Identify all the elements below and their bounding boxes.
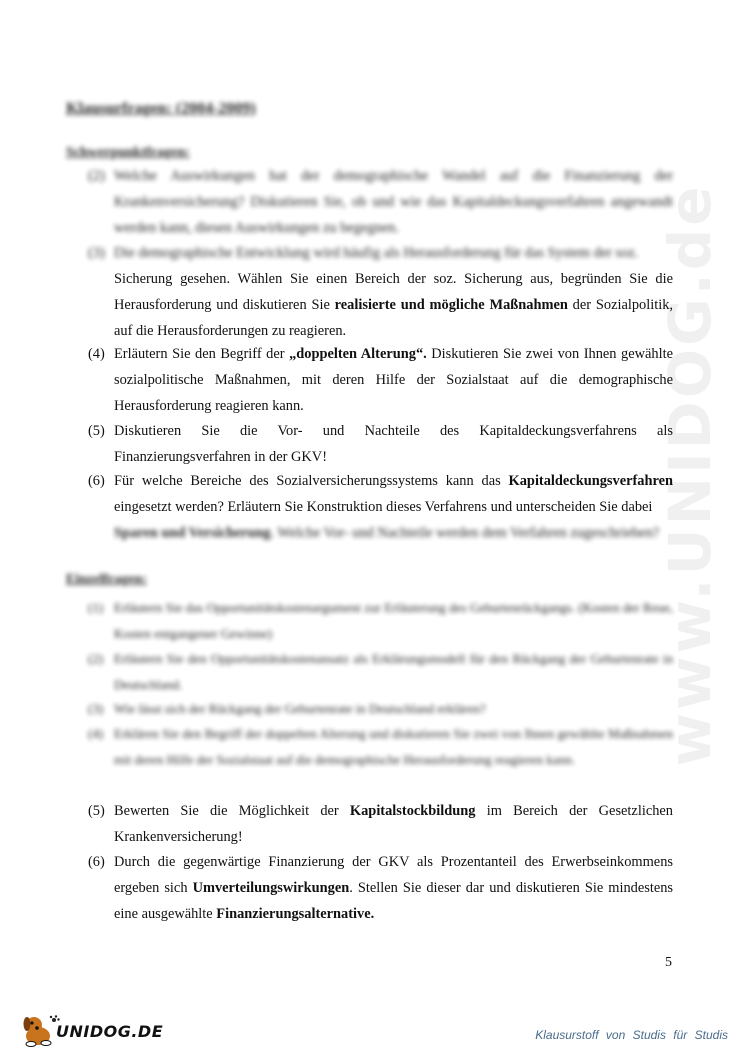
- footer-tagline: Klausurstoff von Studis für Studis: [535, 1028, 728, 1042]
- question-number: (6): [88, 473, 105, 489]
- question-text: Erklären Sie den Begriff der doppelten Alterung und diskutieren Sie zwei von Ihnen gewählte Maßnahmen mit deren Hilfe der Sozialstaat auf die demographische Herausforderung reagieren kann.: [114, 726, 673, 767]
- question-text: Erläutern Sie den Opportunitätskostenansatz als Erklärungsmodell für den Rückgang der Geburtenrate in Deutschland.: [114, 651, 673, 692]
- question-e6: [88, 849, 673, 927]
- question-e1: [88, 595, 673, 647]
- question-text: Welche Auswirkungen hat der demographische Wandel auf die Finanzierung der Krankenversicherung? Diskutieren Sie, ob und wie das Kapitaldeckungsverfahren angewandt werden kann, diesen Auswirkungen zu begegnen.: [114, 168, 673, 236]
- section-heading-einzel: Einzelfragen:: [66, 572, 147, 587]
- question-text: Wie lässt sich der Rückgang der Geburtenrate in Deutschland erklären?: [114, 701, 486, 716]
- emphasis: Umverteilungswirkungen: [192, 880, 350, 896]
- page-number: 5: [665, 955, 672, 970]
- question-e2: [88, 646, 673, 698]
- question-text: Erläutern Sie den Begriff der: [114, 346, 290, 362]
- question-text-tail: . Welche Vor- und Nachteile werden dem Verfahren zugeschrieben?: [270, 525, 660, 541]
- question-number: (3): [88, 701, 104, 716]
- unidog-logo[interactable]: [20, 1010, 164, 1050]
- emphasis: Sparen und Versicherung: [114, 525, 271, 541]
- emphasis: Kapitalstockbildung: [349, 803, 476, 819]
- emphasis: Finanzierungsalternative.: [216, 906, 375, 922]
- question-text: Sicherung gesehen. Wählen Sie einen Bereich der soz. Sicherung aus, begründen Sie die Herausforderung und diskutieren Sie: [114, 271, 673, 313]
- question-number: (4): [88, 346, 105, 362]
- question-text-continued: eingesetzt werden? Erläutern Sie Konstruktion dieses Verfahrens und unterscheiden Sie dabei: [114, 499, 653, 515]
- question-text-continued: im Bereich der Gesetzlichen Krankenversicherung!: [114, 803, 673, 845]
- emphasis: Kapitaldeckungsverfahren: [508, 473, 673, 489]
- question-text: Erläutern Sie das Opportunitätskostenargument zur Erläuterung des Geburtenrückgangs. (Kosten der Reue, Kosten entgangener Gewinne): [114, 600, 673, 641]
- question-s2: [88, 163, 673, 241]
- question-text-continued: Diskutieren Sie zwei von Ihnen gewählte sozialpolitische Maßnahmen, mit deren Hilfe der Sozialstaat auf die demographische Herausforderung reagieren kann.: [114, 346, 673, 414]
- question-text: Für welche Bereiche des Sozialversicherungssystems kann das: [114, 473, 509, 489]
- question-s6: [88, 468, 673, 546]
- question-number: (2): [88, 168, 105, 184]
- emphasis: realisierte und mögliche Maßnahmen: [334, 297, 568, 313]
- question-text: Durch die gegenwärtige Finanzierung der GKV als Prozentanteil des Erwerbseinkommens ergeben sich: [114, 854, 673, 896]
- question-number: (1): [88, 600, 104, 615]
- emphasis: „doppelten Alterung“.: [289, 346, 427, 362]
- question-e5: [88, 798, 673, 850]
- question-number: (4): [88, 726, 104, 741]
- question-text-blurred-tail: [114, 520, 673, 546]
- question-text-continued: der Sozialpolitik, auf die Herausforderungen zu reagieren.: [114, 297, 674, 339]
- question-number: (5): [88, 423, 105, 439]
- question-text-blurred-line: Die demographische Entwicklung wird häufig als Herausforderung für das System der soz.: [114, 245, 639, 261]
- logo-text: UNIDOG.DE: [56, 1022, 164, 1041]
- question-text-continued: . Stellen Sie dieser dar und diskutieren Sie mindestens eine ausgewählte: [114, 880, 674, 922]
- page-title: Klausurfragen: (2004-2009): [66, 100, 256, 117]
- question-e4: [88, 721, 673, 773]
- question-s4: [88, 341, 673, 419]
- question-text: Bewerten Sie die Möglichkeit der: [114, 803, 350, 819]
- question-number: (6): [88, 854, 105, 870]
- dog-mascot-icon: [20, 1010, 60, 1050]
- question-s5: [88, 418, 673, 470]
- watermark: www.UNIDOG.de: [656, 183, 724, 767]
- question-number: (5): [88, 803, 105, 819]
- question-e3: [88, 696, 673, 722]
- question-text: Diskutieren Sie die Vor- und Nachteile des Kapitaldeckungsverfahrens als Finanzierungsverfahren in der GKV!: [114, 423, 673, 465]
- section-heading-schwerpunkt: Schwerpunktfragen:: [66, 145, 190, 160]
- question-number: (2): [88, 651, 104, 666]
- question-number: (3): [88, 245, 105, 261]
- question-s3: [88, 240, 673, 344]
